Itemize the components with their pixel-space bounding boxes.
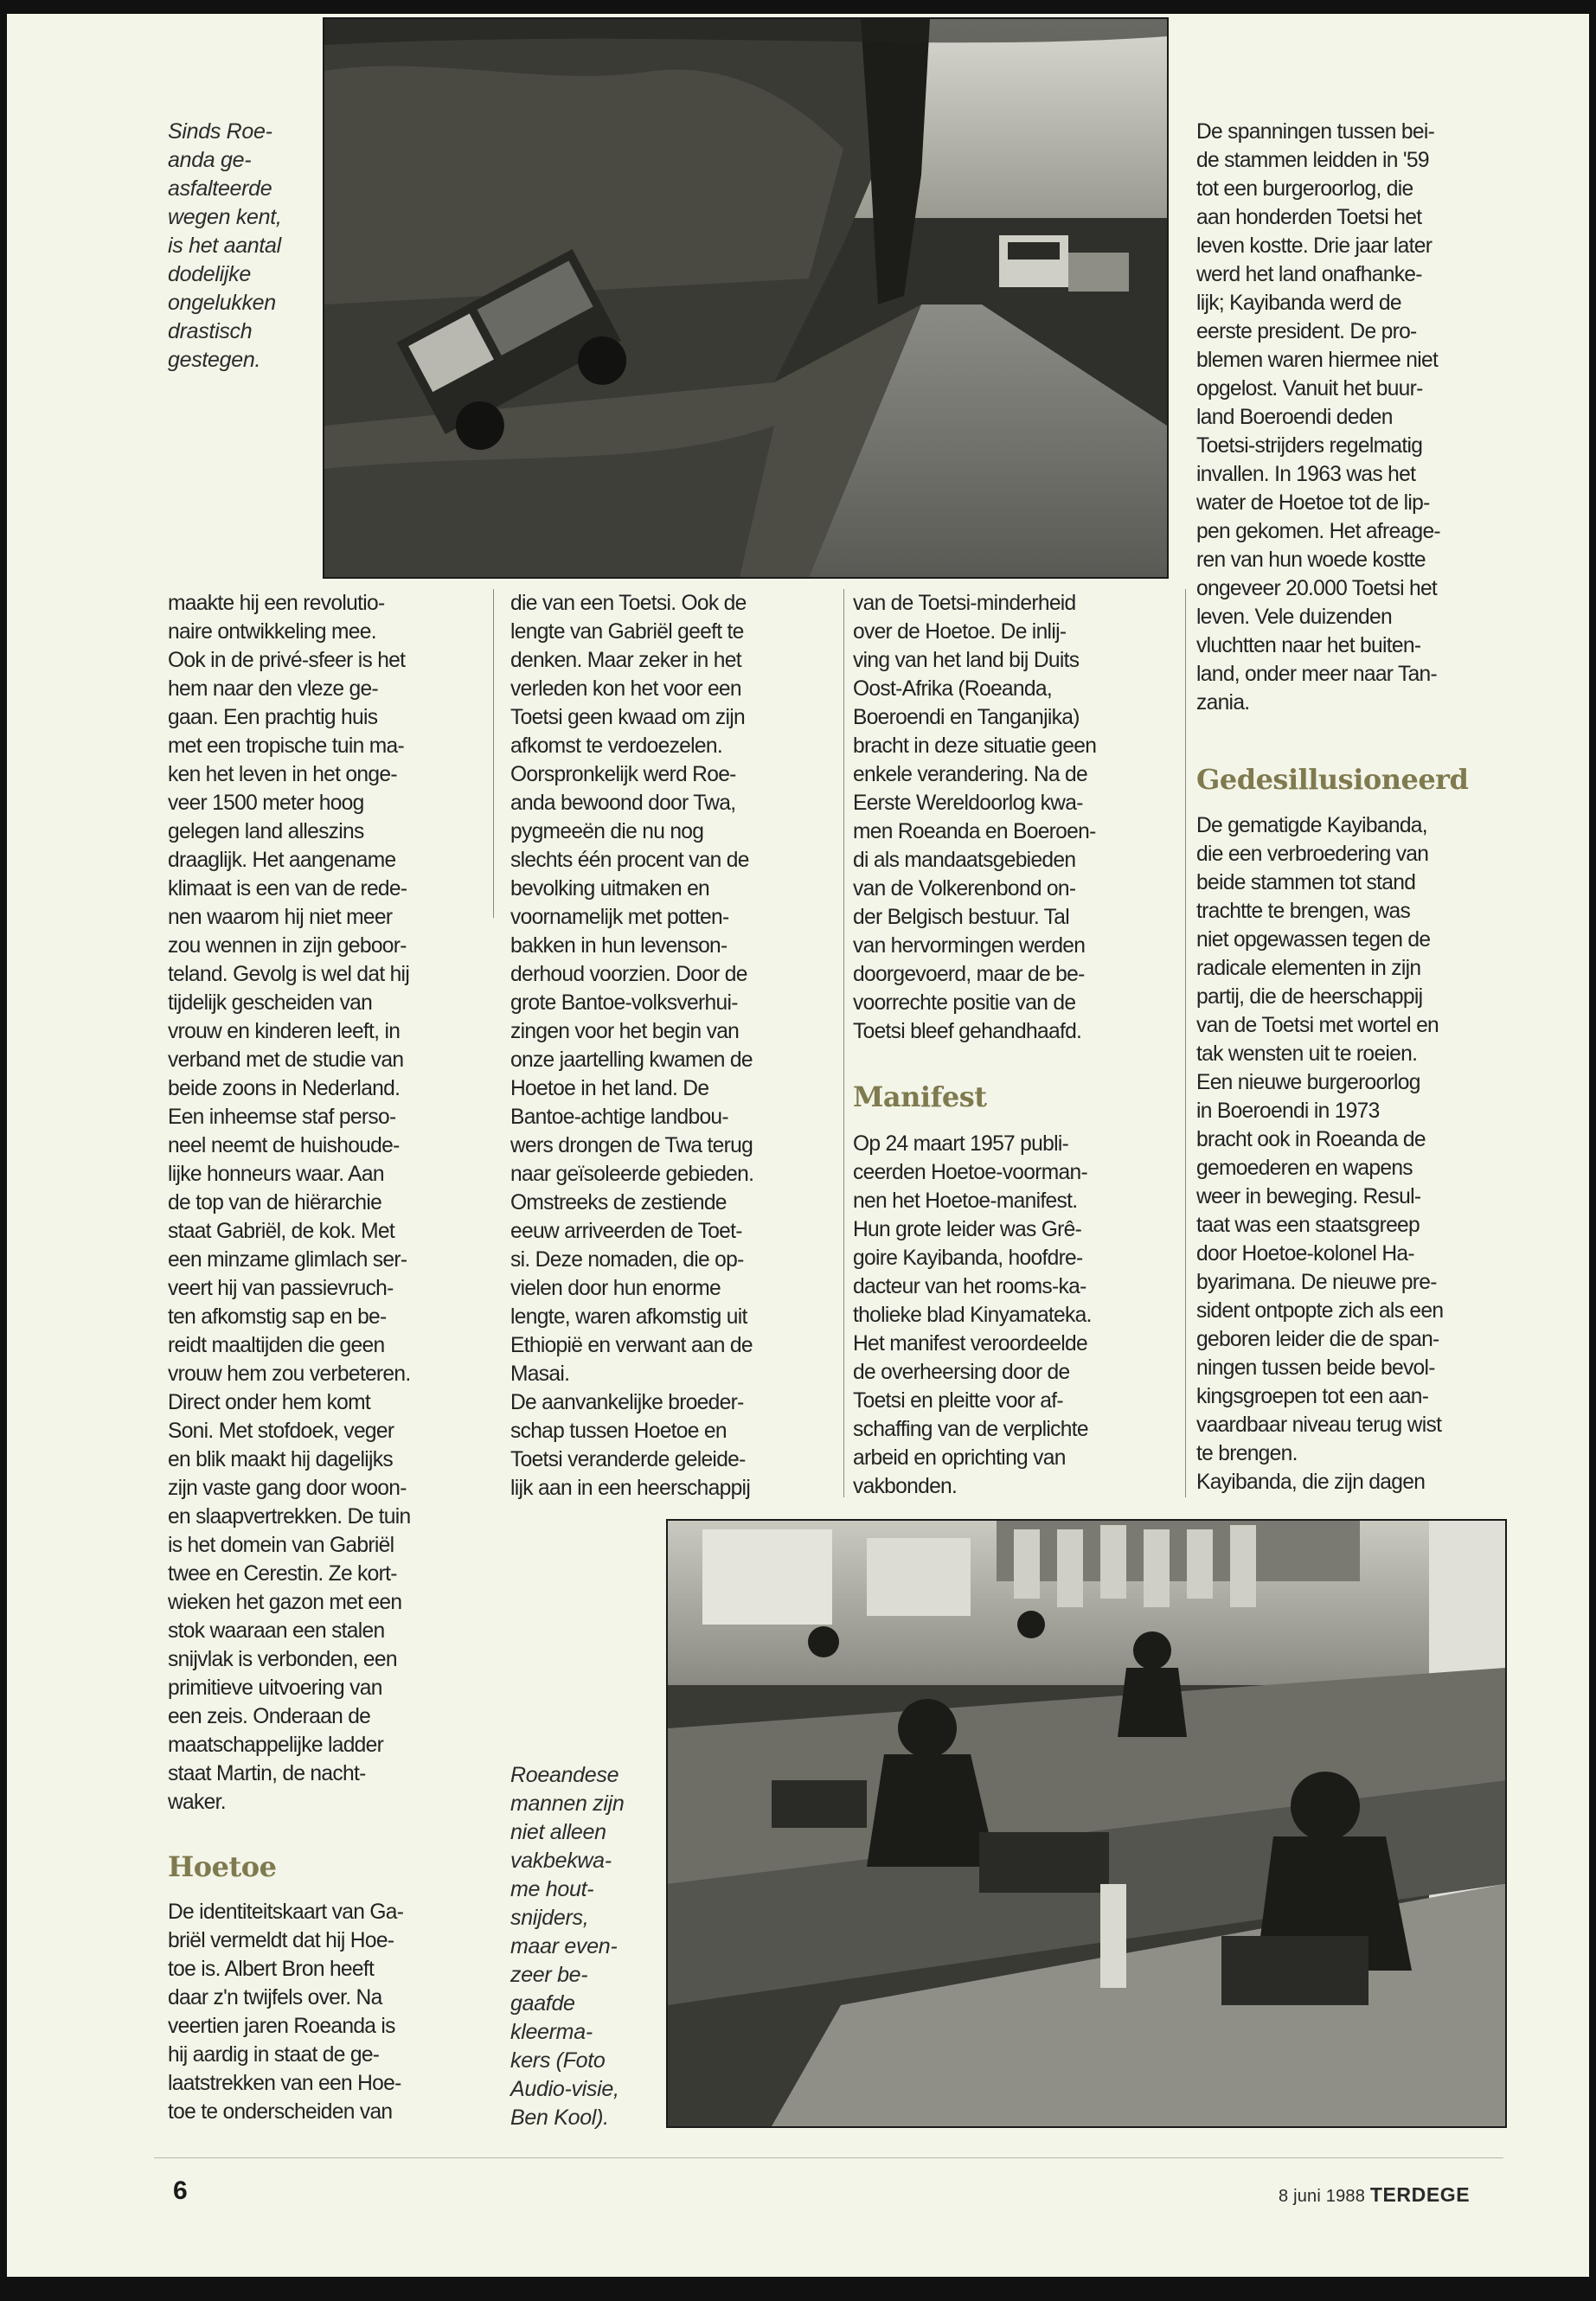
magazine-name: TERDEGE	[1369, 2183, 1471, 2206]
page-number: 6	[173, 2176, 188, 2205]
column-1-text-bottom: De identiteitskaart van Ga- briël vermeldt dat hij Hoe- toe is. Albert Bron heeft daar z'n twijfels over. Na veertien jaren Roeanda is hij aardig in staat de ge- laatstrekken van een Hoe- toe te onderscheiden van	[168, 1900, 404, 2124]
issue-date: 8 juni 1988	[1279, 2187, 1366, 2206]
accident-photo-image	[324, 19, 1167, 577]
column-divider-3	[1185, 589, 1186, 1497]
heading-hoetoe: Hoetoe	[168, 1850, 277, 1883]
footer-rule	[154, 2157, 1503, 2158]
tailors-workshop-photo-caption: Roeandese mannen zijn niet alleen vakbekwa- me hout- snijders, maar even- zeer be- gaafde kleerma- kers (Foto Audio-visie, Ben Kool).	[510, 1763, 625, 2130]
heading-gedesillusioneerd: Gedesillusioneerd	[1196, 763, 1469, 796]
heading-manifest: Manifest	[853, 1080, 987, 1113]
column-4-text-bottom: De gematigde Kayibanda, die een verbroedering van beide stammen tot stand trachtte te brengen, was niet opgewassen tegen de radicale elementen in zijn partij, die de heerschappij van de Toetsi met wortel en tak wensten uit te roeien. Een nieuwe burgeroorlog in Boeroendi in 1973 bracht ook in Roeanda de gemoederen en wapens weer in beweging. Resul- taat was een staatsgreep door Hoetoe-kolonel Ha- byarimana. De nieuwe pre- sident ontpopte zich als een geboren leider die de span- ningen tussen beide bevol- kingsgroepen tot een aan- vaardbaar niveau terug wist te brengen. Kayibanda, die zijn dagen	[1196, 814, 1444, 1494]
column-1-text-top: maakte hij een revolutio- naire ontwikkeling mee. Ook in de privé-sfeer is het hem naar den vleze ge- gaan. Een prachtig huis met een tropische tuin ma- ken het leven in het onge- veer 1500 meter hoog gelegen land alleszins draaglijk. Het aangename klimaat is een van de rede- nen waarom hij niet meer zou wennen in zijn geboor- teland. Gevolg is wel dat hij tijdelijk gescheiden van vrouw en kinderen leeft, in verband met de studie van beide zoons in Nederland. Een inheemse staf perso- neel neemt de huishoude- lijke honneurs waar. Aan de top van de hiërarchie staat Gabriël, de kok. Met een minzame glimlach ser- veert hij van passievruch- ten afkomstig sap en be- reidt maaltijden die geen vrouw hem zou verbeteren. Direct onder hem komt Soni. Met stofdoek, veger en blik maakt hij dagelijks zijn vaste gang door woon- en slaapvertrekken. De tuin is het domein van Gabriël twee en Cerestin. Ze kort- wieken het gazon met een stok waaraan een stalen snijvlak is verbonden, een primitieve uitvoering van een zeis. Onderaan de maatschappelijke ladder staat Martin, de nacht- waker.	[168, 592, 411, 1814]
accident-photo	[323, 17, 1169, 579]
tailors-workshop-photo	[666, 1519, 1507, 2128]
column-divider-1	[493, 589, 494, 918]
accident-photo-caption: Sinds Roe- anda ge- asfalteerde wegen kent, is het aantal dodelijke ongelukken drastisch gestegen.	[168, 119, 282, 372]
column-4-text-top: De spanningen tussen bei- de stammen leidden in '59 tot een burgeroorlog, die aan honderden Toetsi het leven kostte. Drie jaar later werd het land onafhanke- lijk; Kayibanda werd de eerste president. De pro- blemen waren hiermee niet opgelost. Vanuit het buur- land Boeroendi deden Toetsi-strijders regelmatig invallen. In 1963 was het water de Hoetoe tot de lip- pen gekomen. Het afreage- ren van hun woede kostte ongeveer 20.000 Toetsi het leven. Vele duizenden vluchtten naar het buiten- land, onder meer naar Tan- zania.	[1196, 120, 1440, 715]
column-divider-2	[843, 589, 844, 1497]
issue-info	[1279, 2183, 1470, 2207]
column-3-text-top: van de Toetsi-minderheid over de Hoetoe. De inlij- ving van het land bij Duits Oost-Afrika (Roeanda, Boeroendi en Tanganjika) bracht in deze situatie geen enkele verandering. Na de Eerste Wereldoorlog kwa- men Roeanda en Boeroen- di als mandaatsgebieden van de Volkerenbond on- der Belgisch bestuur. Tal van hervormingen werden doorgevoerd, maar de be- voorrechte positie van de Toetsi bleef gehandhaafd.	[853, 592, 1097, 1043]
tailors-workshop-photo-image	[668, 1521, 1505, 2126]
magazine-page	[7, 14, 1589, 2277]
column-2-text: die van een Toetsi. Ook de lengte van Gabriël geeft te denken. Maar zeker in het verleden kon het voor een Toetsi geen kwaad om zijn afkomst te verdoezelen. Oorspronkelijk werd Roe- anda bewoond door Twa, pygmeeën die nu nog slechts één procent van de bevolking uitmaken en voornamelijk met potten- bakken in hun levenson- derhoud voorzien. Door de grote Bantoe-volksverhui- zingen voor het begin van onze jaartelling kwamen de Hoetoe in het land. De Bantoe-achtige landbou- wers drongen de Twa terug naar geïsoleerde gebieden. Omstreeks de zestiende eeuw arriveerden de Toet- si. Deze nomaden, die op- vielen door hun enorme lengte, waren afkomstig uit Ethiopië en verwant aan de Masai. De aanvankelijke broeder- schap tussen Hoetoe en Toetsi veranderde geleide- lijk aan in een heerschappij	[510, 592, 754, 1500]
column-3-text-bottom: Op 24 maart 1957 publi- ceerden Hoetoe-voorman- nen het Hoetoe-manifest. Hun grote leider was Grê- goire Kayibanda, hoofdre- dacteur van het rooms-ka- tholieke blad Kinyamateka. Het manifest veroordeelde de overheersing door de Toetsi en pleitte voor af- schaffing van de verplichte arbeid en oprichting van vakbonden.	[853, 1132, 1092, 1498]
